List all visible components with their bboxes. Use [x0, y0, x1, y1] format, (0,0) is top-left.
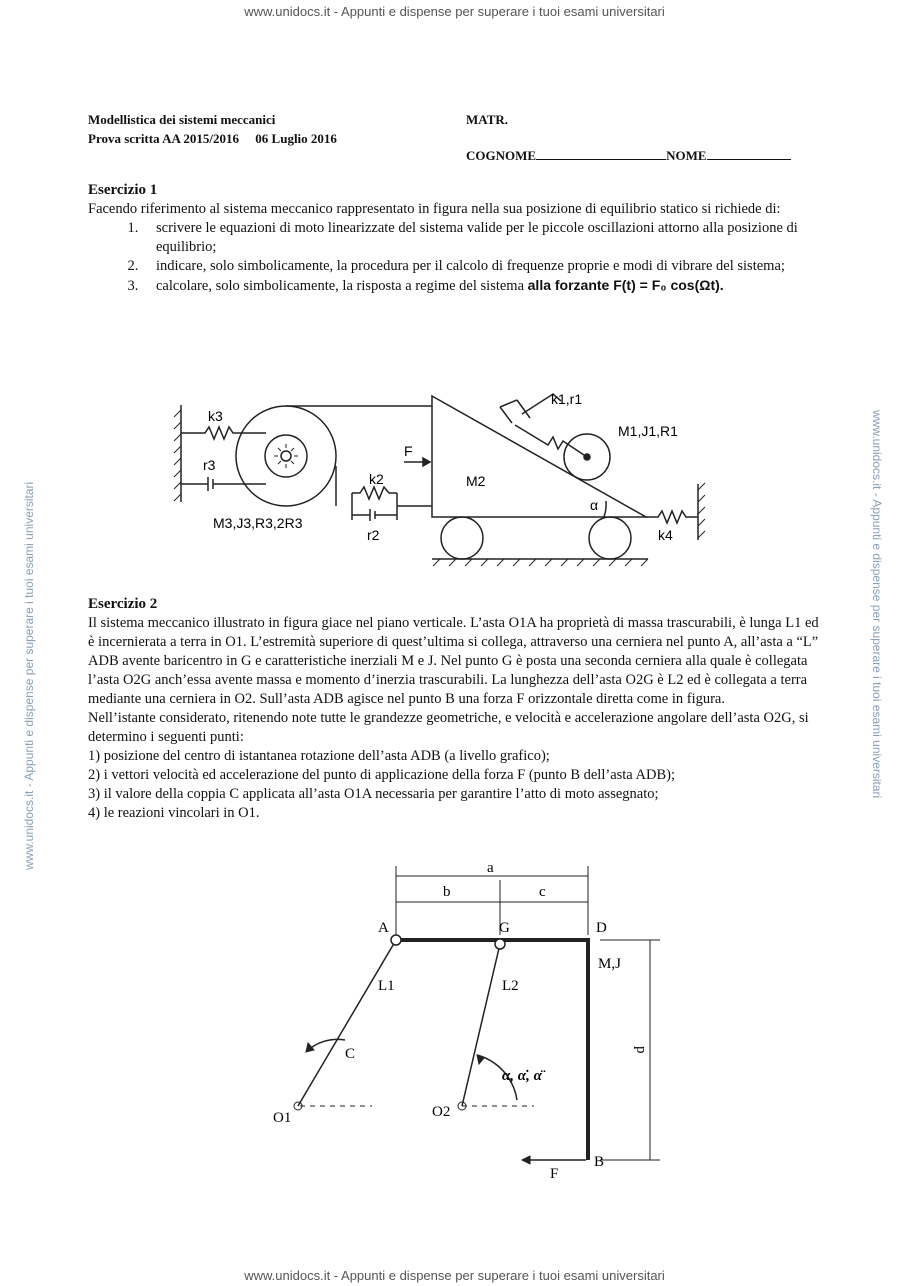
label-D: D: [596, 920, 607, 936]
exercise-2-title: Esercizio 2: [88, 596, 158, 612]
bar-o1a: [298, 940, 396, 1106]
label-G: G: [499, 920, 510, 936]
label-k2: k2: [369, 471, 384, 487]
list-item: 2. indicare, solo simbolicamente, la procedura per il calcolo di frequenze proprie e modi di vibrare del sistema;: [142, 257, 828, 276]
label-F: F: [404, 443, 413, 459]
watermark-bottom: www.unidocs.it - Appunti e dispense per superare i tuoi esami universitari: [244, 1268, 665, 1283]
label-L1: L1: [378, 978, 395, 994]
label-B: B: [594, 1154, 605, 1170]
exercise-1-intro: Facendo riferimento al sistema meccanico rappresentato in figura nella sua posizione di equilibrio statico si richiede di:: [88, 201, 781, 217]
label-alpha: α, α̇, α̈: [502, 1068, 542, 1084]
label-C: C: [345, 1046, 356, 1062]
label-a: a: [487, 860, 494, 876]
label-O2: O2: [432, 1104, 451, 1120]
matr-label: MATR.: [466, 112, 509, 127]
watermark-left: www.unidocs.it - Appunti e dispense per superare i tuoi esami universitari: [22, 481, 36, 870]
list-item: 1. scrivere le equazioni di moto linearizzate del sistema valide per le piccole oscillazioni attorno alla posizione di equilibrio;: [142, 219, 828, 257]
label-k1r1: k1,r1: [551, 391, 583, 407]
label-b: b: [443, 884, 451, 900]
watermark-top: www.unidocs.it - Appunti e dispense per superare i tuoi esami universitari: [244, 4, 665, 19]
label-MJ: M,J: [598, 956, 621, 972]
surname-label: COGNOME: [466, 148, 537, 163]
exercise-2-text2: Nell’istante considerato, ritenendo note tutte le grandezze geometriche, e velocità e accelerazione angolare dell’asta O2G, si determino i seguenti punti:: [88, 710, 809, 745]
label-k3: k3: [208, 408, 223, 424]
label-O1: O1: [273, 1110, 292, 1126]
list-item: 3) il valore della coppia C applicata all’asta O1A necessaria per garantire l’atto di moto assegnato;: [88, 786, 659, 802]
label-alpha: α: [590, 497, 599, 513]
label-p: p: [633, 1046, 649, 1054]
bar-o2g: [462, 944, 500, 1106]
bar-adb: [396, 940, 588, 1160]
label-M3: M3,J3,R3,2R3: [213, 515, 303, 531]
label-A: A: [378, 920, 389, 936]
label-c: c: [539, 884, 546, 900]
label-r3: r3: [203, 457, 216, 473]
list-item-text: calcolare, solo simbolicamente, la risposta a regime del sistema: [156, 278, 528, 294]
exercise-1-title: Esercizio 1: [88, 182, 158, 198]
label-r2: r2: [367, 527, 380, 543]
forcing-formula: alla forzante F(t) = F₀ cos(Ωt).: [527, 277, 724, 293]
hinge-A: [391, 935, 401, 945]
watermark-right: www.unidocs.it - Appunti e dispense per superare i tuoi esami universitari: [870, 410, 884, 799]
hinge-G: [495, 939, 505, 949]
course-title: Modellistica dei sistemi meccanici: [88, 112, 276, 127]
exam-date: Prova scritta AA 2015/2016 06 Luglio 2016: [88, 131, 337, 146]
name-label: NOME: [666, 148, 707, 163]
label-F: F: [550, 1166, 559, 1182]
label-M1: M1,J1,R1: [618, 423, 678, 439]
label-L2: L2: [502, 978, 519, 994]
label-M2: M2: [466, 473, 486, 489]
label-k4: k4: [658, 527, 673, 543]
list-item: 1) posizione del centro di istantanea rotazione dell’asta ADB (a livello grafico);: [88, 748, 550, 764]
list-item: 2) i vettori velocità ed accelerazione del punto di applicazione della forza F (punto B dell’asta ADB);: [88, 767, 676, 783]
list-item: 4) le reazioni vincolari in O1.: [88, 805, 260, 821]
exercise-2-text: Il sistema meccanico illustrato in figura giace nel piano verticale. L’asta O1A ha proprietà di massa trascurabili, è lunga L1 ed è incernierata a terra in O1. L’estremità superiore di quest’ultima si collega, attraverso una cerniera nel punto A, all’asta a “L” ADB avente baricentro in G e caratteristiche inerziali M e J. Nel punto G è posta una seconda cerniera alla quale è collegata l’asta O2G anch’essa avente massa e momento d’inerzia trascurabili. La lunghezza dell’asta O2G è L2 ed è collegata a terra mediante una cerniera in O2. Sull’asta ADB agisce nel punto B una forza F orizzontale diretta come in figura.: [88, 615, 819, 707]
